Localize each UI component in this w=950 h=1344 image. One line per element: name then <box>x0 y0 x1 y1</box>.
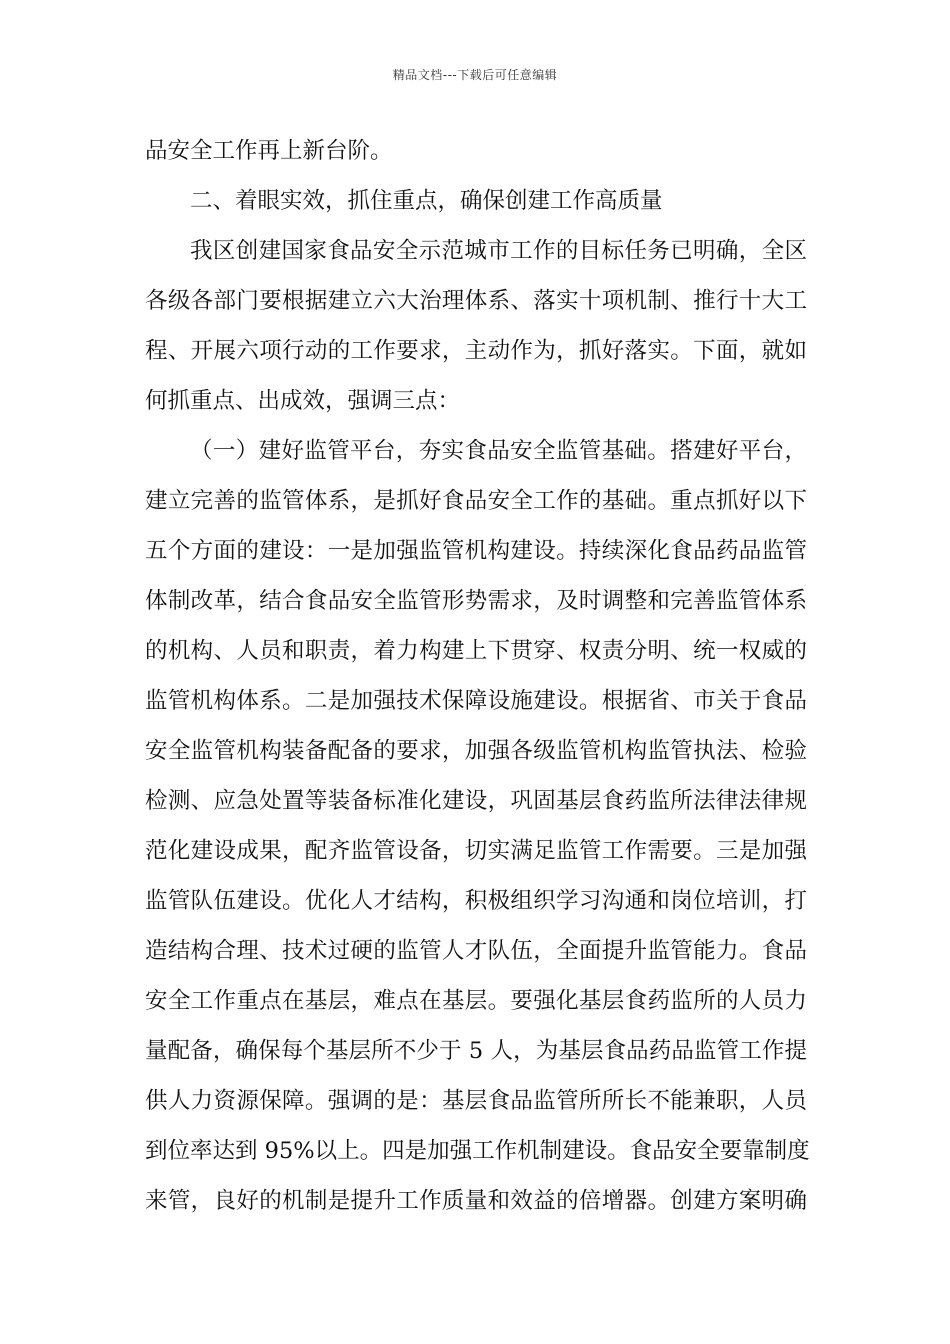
text-line: 建立完善的监管体系，是抓好食品安全工作的基础。重点抓好以下 <box>145 488 807 514</box>
text-line: 体制改革，结合食品安全监管形势需求，及时调整和完善监管体系 <box>145 588 807 614</box>
text-line: 量配备，确保每个基层所不少于 5 人，为基层食品药品监管工作提 <box>145 1038 807 1064</box>
text-line: 安全监管机构装备配备的要求，加强各级监管机构监管执法、检验 <box>145 738 807 764</box>
subsection-heading-line: （一）建好监管平台，夯实食品安全监管基础。搭建好平台， <box>190 438 807 464</box>
text-line: 供人力资源保障。强调的是：基层食品监管所所长不能兼职，人员 <box>145 1088 807 1114</box>
text-line: 检测、应急处置等装备标准化建设，巩固基层食药监所法律法律规 <box>145 788 807 814</box>
text-line: 监管队伍建设。优化人才结构，积极组织学习沟通和岗位培训，打 <box>145 888 807 914</box>
page-header: 精品文档---下载后可任意编辑 <box>392 68 558 82</box>
text-line: 的机构、人员和职责，着力构建上下贯穿、权责分明、统一权威的 <box>145 638 807 664</box>
document-body <box>145 126 810 1226</box>
text-line: 五个方面的建设：一是加强监管机构建设。持续深化食品药品监管 <box>145 538 807 564</box>
text-line: 来管，良好的机制是提升工作质量和效益的倍增器。创建方案明确 <box>145 1188 807 1214</box>
text-line: 监管机构体系。二是加强技术保障设施建设。根据省、市关于食品 <box>145 688 807 714</box>
text-line: 品安全工作再上新台阶。 <box>145 138 393 164</box>
text-line: 各级各部门要根据建立六大治理体系、落实十项机制、推行十大工 <box>145 288 807 314</box>
text-line: 何抓重点、出成效，强调三点： <box>145 388 461 414</box>
section-heading: 二、着眼实效，抓住重点，确保创建工作高质量 <box>190 188 663 214</box>
text-line: 范化建设成果，配齐监管设备，切实满足监管工作需要。三是加强 <box>145 838 807 864</box>
text-line: 安全工作重点在基层，难点在基层。要强化基层食药监所的人员力 <box>145 988 807 1014</box>
text-line: 我区创建国家食品安全示范城市工作的目标任务已明确，全区 <box>190 238 807 264</box>
text-line: 造结构合理、技术过硬的监管人才队伍，全面提升监管能力。食品 <box>145 938 807 964</box>
text-line: 程、开展六项行动的工作要求，主动作为，抓好落实。下面，就如 <box>145 338 807 364</box>
text-line: 到位率达到 95%以上。四是加强工作机制建设。食品安全要靠制度 <box>145 1138 810 1164</box>
